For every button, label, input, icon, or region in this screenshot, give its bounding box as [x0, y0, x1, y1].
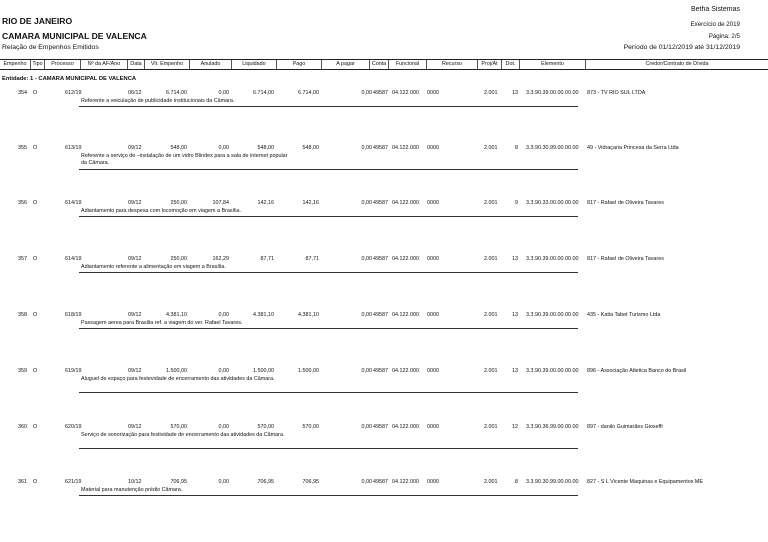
history-text: Referente a serviço de –instalação de um vidro Blindex para a sala de internet popular da Câmara. — [81, 153, 288, 166]
project-activity: 2.001 — [484, 479, 498, 485]
project-activity: 2.001 — [484, 90, 498, 96]
to-pay-value: 0,00 — [361, 90, 372, 96]
paid-value: 706,95 — [302, 479, 319, 485]
empenho-value: 548,00 — [170, 145, 187, 151]
history-text: Referente a veiculação de publicidade institucionais da Câmara. — [81, 98, 235, 104]
row-divider — [79, 495, 578, 496]
liquidated-value: 706,95 — [257, 479, 274, 485]
history-text: Aluguel de espaço para festevidade de encerramento das atividades da Câmara. — [81, 376, 275, 382]
functional-code: 04.122.000 — [392, 479, 419, 485]
empenho-value: 6.714,00 — [166, 90, 187, 96]
column-header-bar — [0, 59, 768, 70]
creditor-name: 817 - Rafael de Oliveira Tavares — [587, 200, 664, 206]
paid-value: 142,16 — [302, 200, 319, 206]
empenho-number: 356 — [18, 200, 27, 206]
element-code: 3.3.90.39.00.00.00.00 — [526, 368, 579, 374]
dotation: 13 — [512, 312, 518, 318]
to-pay-value: 0,00 — [361, 479, 372, 485]
col-projat: Proj/At — [478, 60, 502, 69]
col-valor: Vlr. Empenho — [145, 60, 190, 69]
creditor-name: 896 - Associação Atletica Banco do Brasil — [587, 368, 687, 374]
paid-value: 1.500,00 — [298, 368, 319, 374]
empenho-date: 09/12 — [128, 424, 142, 430]
process-number: 620/19 — [65, 424, 82, 430]
col-credor: Credor/Contrato de Dívida — [645, 61, 709, 67]
history-text: Adiantamento para despesa com locomoção em viagem a Brasília. — [81, 208, 242, 214]
resource-code: 0000 — [427, 479, 439, 485]
project-activity: 2.001 — [484, 200, 498, 206]
liquidated-value: 87,71 — [260, 256, 274, 262]
dotation: 8 — [515, 145, 518, 151]
functional-code: 04.122.000 — [392, 424, 419, 430]
element-code: 3.3.90.39.00.00.00.00 — [526, 312, 579, 318]
dotation: 13 — [512, 256, 518, 262]
resource-code: 0000 — [427, 200, 439, 206]
empenho-date: 09/12 — [128, 145, 142, 151]
empenho-date: 09/12 — [128, 256, 142, 262]
paid-value: 87,71 — [305, 256, 319, 262]
to-pay-value: 0,00 — [361, 200, 372, 206]
empenho-number: 360 — [18, 424, 27, 430]
account-number: 49587 — [373, 256, 388, 262]
empenho-value: 4.381,10 — [166, 312, 187, 318]
paid-value: 570,00 — [302, 424, 319, 430]
account-number: 49587 — [373, 145, 388, 151]
element-code: 3.3.90.36.99.00.00.00 — [526, 424, 579, 430]
org-line-state: RIO DE JANEIRO — [2, 16, 73, 26]
to-pay-value: 0,00 — [361, 312, 372, 318]
to-pay-value: 0,00 — [361, 256, 372, 262]
annulled-value: 0,00 — [218, 145, 229, 151]
col-tipo: Tipo — [31, 60, 45, 69]
project-activity: 2.001 — [484, 368, 498, 374]
annulled-value: 0,00 — [218, 479, 229, 485]
creditor-name: 817 - Rafael de Oliveira Tavares — [587, 256, 664, 262]
empenho-date: 06/12 — [128, 90, 142, 96]
history-text: Adiantamento referente a alimentação em viagem a Brasília. — [81, 264, 226, 270]
history-text: Passagem aerea para Brasilia ref. a viagem do ver. Rafael Tavares. — [81, 320, 243, 326]
element-code: 3.3.90.33.00.00.00.00 — [526, 200, 579, 206]
empenho-value: 250,00 — [170, 200, 187, 206]
project-activity: 2.001 — [484, 424, 498, 430]
account-number: 49587 — [373, 368, 388, 374]
liquidated-value: 4.381,10 — [253, 312, 274, 318]
empenho-value: 250,00 — [170, 256, 187, 262]
functional-code: 04.122.000 — [392, 368, 419, 374]
dotation: 8 — [515, 479, 518, 485]
table-row — [0, 145, 768, 201]
col-empenho: Empenho — [0, 60, 31, 69]
empenho-type: O — [33, 424, 38, 430]
liquidated-value: 1.500,00 — [253, 368, 274, 374]
resource-code: 0000 — [427, 424, 439, 430]
process-number: 614/19 — [65, 256, 82, 262]
row-divider — [79, 392, 578, 393]
row-divider — [79, 272, 578, 273]
col-recurso: Recurso — [427, 60, 478, 69]
empenho-type: O — [33, 200, 38, 206]
process-number: 618/19 — [65, 312, 82, 318]
col-apagar: A pagar — [322, 60, 370, 69]
paid-value: 4.381,10 — [298, 312, 319, 318]
table-row — [0, 368, 768, 424]
resource-code: 0000 — [427, 145, 439, 151]
process-number: 621/19 — [65, 479, 82, 485]
liquidated-value: 142,16 — [257, 200, 274, 206]
functional-code: 04.122.000 — [392, 200, 419, 206]
paid-value: 6.714,00 — [298, 90, 319, 96]
paid-value: 548,00 — [302, 145, 319, 151]
resource-code: 0000 — [427, 90, 439, 96]
col-funcional: Funcional — [389, 60, 427, 69]
empenho-value: 570,00 — [170, 424, 187, 430]
account-number: 49587 — [373, 90, 388, 96]
creditor-name: 435 - Katia Tabet Turismo Ltda — [587, 312, 661, 318]
empenho-type: O — [33, 90, 38, 96]
dotation: 13 — [512, 90, 518, 96]
row-divider — [79, 216, 578, 217]
functional-code: 04.122.000 — [392, 312, 419, 318]
resource-code: 0000 — [427, 312, 439, 318]
process-number: 612/19 — [65, 90, 82, 96]
table-row — [0, 312, 768, 368]
creditor-name: 827 - S L Vicente Maquinas e Equipamentos ME — [587, 479, 703, 485]
empenho-number: 361 — [18, 479, 27, 485]
dotation: 12 — [512, 424, 518, 430]
empenho-number: 358 — [18, 312, 27, 318]
row-divider — [79, 328, 578, 329]
table-row — [0, 90, 768, 146]
dotation: 13 — [512, 368, 518, 374]
empenho-type: O — [33, 145, 38, 151]
empenho-number: 359 — [18, 368, 27, 374]
project-activity: 2.001 — [484, 312, 498, 318]
resource-code: 0000 — [427, 256, 439, 262]
col-elemento: Elemento — [520, 60, 586, 69]
col-af-ano: Nº da AF/Ano — [81, 60, 128, 69]
page-number: Página: 2/5 — [708, 33, 740, 40]
empenho-date: 10/12 — [128, 479, 142, 485]
creditor-name: 49 - Vidraçaria Princesa da Serra Ltda — [587, 145, 679, 151]
empenho-date: 09/12 — [128, 368, 142, 374]
annulled-value: 0,00 — [218, 368, 229, 374]
liquidated-value: 548,00 — [257, 145, 274, 151]
report-title: Relação de Empenhos Emitidos — [2, 44, 99, 51]
empenho-type: O — [33, 479, 38, 485]
account-number: 49587 — [373, 312, 388, 318]
project-activity: 2.001 — [484, 256, 498, 262]
element-code: 3.3.90.39.00.00.00.00 — [526, 90, 579, 96]
col-pago: Pago — [277, 60, 322, 69]
functional-code: 04.122.000 — [392, 145, 419, 151]
empenho-number: 357 — [18, 256, 27, 262]
empenho-number: 354 — [18, 90, 27, 96]
to-pay-value: 0,00 — [361, 424, 372, 430]
to-pay-value: 0,00 — [361, 145, 372, 151]
account-number: 49587 — [373, 200, 388, 206]
process-number: 619/19 — [65, 368, 82, 374]
col-dot: Dot. — [502, 60, 520, 69]
entity-label: Entidade: 1 - CAMARA MUNICIPAL DE VALENCA — [2, 76, 137, 82]
row-divider — [79, 169, 578, 170]
functional-code: 04.122.000 — [392, 90, 419, 96]
empenho-value: 1.500,00 — [166, 368, 187, 374]
process-number: 614/19 — [65, 200, 82, 206]
col-anulado: Anulado — [190, 60, 232, 69]
account-number: 49587 — [373, 424, 388, 430]
creditor-name: 897 - danilo Guimarães Gioseffi — [587, 424, 663, 430]
element-code: 3.3.90.30.99.00.00.00 — [526, 145, 579, 151]
row-divider — [79, 106, 578, 107]
resource-code: 0000 — [427, 368, 439, 374]
col-data: Data — [128, 60, 145, 69]
history-text: Material para manutenção prédio Câmara. — [81, 487, 183, 493]
project-activity: 2.001 — [484, 145, 498, 151]
annulled-value: 0,00 — [218, 312, 229, 318]
annulled-value: 107,84 — [212, 200, 229, 206]
annulled-value: 0,00 — [218, 90, 229, 96]
table-row — [0, 200, 768, 256]
col-processo: Processo — [45, 60, 81, 69]
col-conta: Conta — [370, 60, 389, 69]
system-name: Betha Sistemas — [690, 6, 740, 13]
period-label: Período de 01/12/2019 até 31/12/2019 — [623, 44, 740, 51]
creditor-name: 873 - TV RIO SUL LTDA — [587, 90, 646, 96]
empenho-date: 09/12 — [128, 312, 142, 318]
exercise-label: Exercício de 2019 — [690, 21, 740, 28]
liquidated-value: 6.714,00 — [253, 90, 274, 96]
account-number: 49587 — [373, 479, 388, 485]
empenho-value: 706,95 — [170, 479, 187, 485]
element-code: 3.3.90.39.00.00.00.00 — [526, 256, 579, 262]
annulled-value: 162,29 — [212, 256, 229, 262]
empenho-date: 09/12 — [128, 200, 142, 206]
liquidated-value: 570,00 — [257, 424, 274, 430]
table-row — [0, 256, 768, 312]
process-number: 613/19 — [65, 145, 82, 151]
functional-code: 04.122.000 — [392, 256, 419, 262]
empenho-number: 355 — [18, 145, 27, 151]
annulled-value: 0,00 — [218, 424, 229, 430]
table-row — [0, 424, 768, 480]
history-text: Serviço de sonorização para festividade de encerramento das atividades da Câmara. — [81, 432, 285, 438]
element-code: 3.3.90.30.99.00.00.00 — [526, 479, 579, 485]
empenho-type: O — [33, 368, 38, 374]
row-divider — [79, 448, 578, 449]
empenho-type: O — [33, 256, 38, 262]
col-liquidado: Liquidado — [232, 60, 277, 69]
dotation: 9 — [515, 200, 518, 206]
empenho-type: O — [33, 312, 38, 318]
table-row — [0, 479, 768, 535]
org-line-chamber: CAMARA MUNICIPAL DE VALENCA — [2, 31, 147, 41]
to-pay-value: 0,00 — [361, 368, 372, 374]
